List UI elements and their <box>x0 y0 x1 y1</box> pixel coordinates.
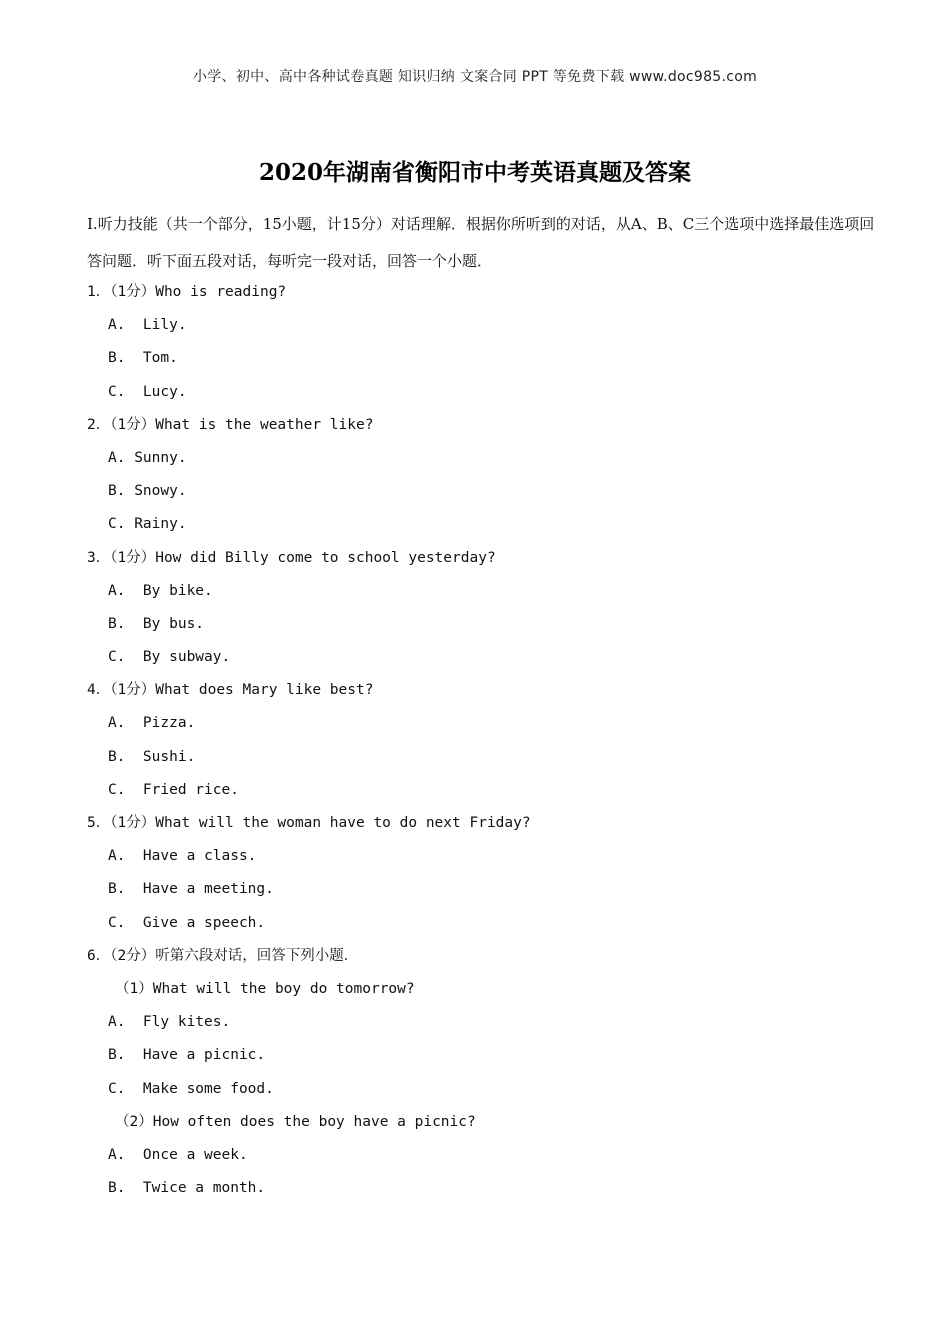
question-list <box>87 276 877 1205</box>
question-2-option-c: C. Rainy. <box>108 516 187 533</box>
question-5-option-b: B. Have a meeting. <box>108 881 274 898</box>
question-5-option-a: A. Have a class. <box>108 848 257 865</box>
question-3-option-a: A. By bike. <box>108 582 213 599</box>
question-6-sub-2-stem: （2）How often does the boy have a picnic? <box>115 1113 476 1130</box>
question-4-option-a: A. Pizza. <box>108 715 196 732</box>
section-intro: I.听力技能（共一个部分，15小题，计15分）对话理解．根据你所听到的对话，从A、B、C三个选项中选择最佳选项回答问题．听下面五段对话，每听完一段对话，回答一个小题． <box>87 215 875 270</box>
question-5-stem: 5．（1分）What will the woman have to do next Friday? <box>87 815 531 831</box>
question-2-option-b: B. Snowy. <box>108 483 187 500</box>
question-2-option-a: A. Sunny. <box>108 449 187 466</box>
question-1-option-a: A. Lily. <box>108 317 187 334</box>
question-3-stem: 3．（1分）How did Billy come to school yesterday? <box>87 549 496 566</box>
question-5-option-c: C. Give a speech. <box>108 914 266 931</box>
question-4-stem: 4．（1分）What does Mary like best? <box>87 682 374 699</box>
question-1-stem: 1．（1分）Who is reading? <box>87 284 287 300</box>
question-6-stem: 6．（2分）听第六段对话，回答下列小题． <box>87 947 359 964</box>
question-4-option-c: C. Fried rice. <box>108 781 239 798</box>
question-6-sub-1-option-c: C. Make some food. <box>108 1080 274 1097</box>
document-title: 2020年湖南省衡阳市中考英语真题及答案 <box>258 159 691 186</box>
question-6-sub-1-option-b: B. Have a picnic. <box>108 1047 266 1064</box>
site-header: 小学、初中、高中各种试卷真题 知识归纳 文案合同 PPT 等免费下载 www.doc985.com <box>192 69 758 85</box>
question-6-sub-1-stem: （1）What will the boy do tomorrow? <box>115 980 415 997</box>
question-1-option-b: B. Tom. <box>108 350 178 367</box>
question-6-sub-2-option-a: A. Once a week. <box>108 1146 248 1163</box>
question-3-option-b: B. By bus. <box>108 615 205 632</box>
question-2-stem: 2．（1分）What is the weather like? <box>87 416 374 433</box>
question-6-sub-2-option-b: B. Twice a month. <box>108 1180 266 1197</box>
question-6-sub-1-option-a: A. Fly kites. <box>108 1014 231 1031</box>
question-4-option-b: B. Sushi. <box>108 748 196 765</box>
question-3-option-c: C. By subway. <box>108 649 231 666</box>
question-1-option-c: C. Lucy. <box>108 383 187 400</box>
